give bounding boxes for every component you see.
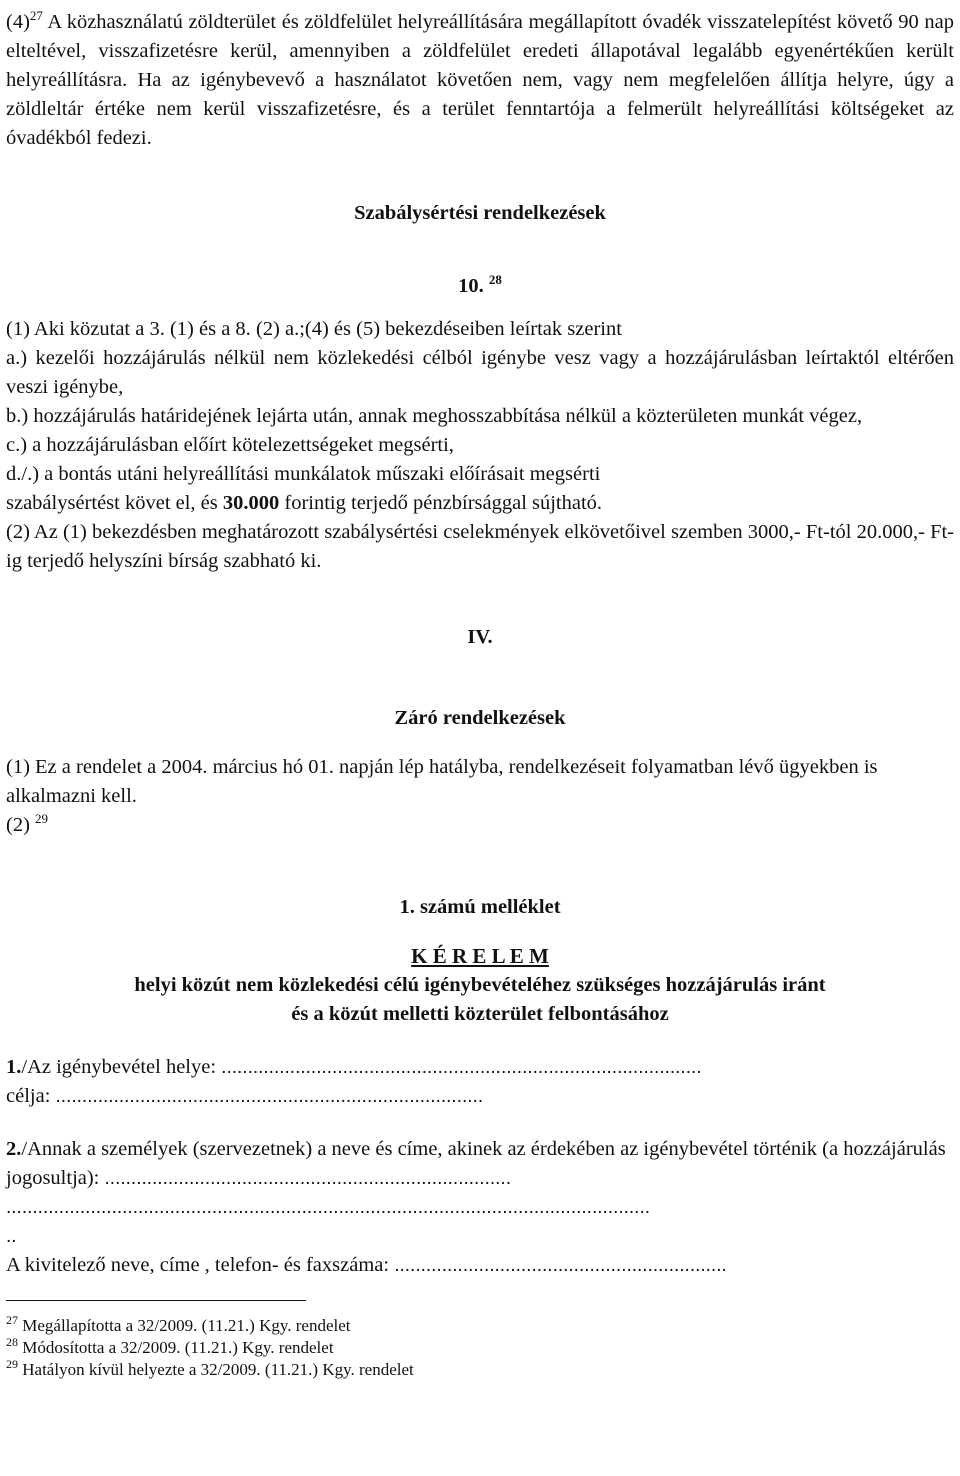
footnote-28 <box>6 1337 954 1359</box>
annex-title: 1. számú melléklet <box>399 896 561 918</box>
field-label: célja: <box>6 1085 56 1107</box>
form-title-text: K É R E L E M <box>411 944 549 968</box>
field-label: /Az igénybevétel helye: <box>21 1056 222 1078</box>
form-field-blank-line[interactable]: .......................................................................................................................... <box>6 1197 651 1218</box>
form-field-beneficiary <box>6 1135 954 1193</box>
field-number: 1. <box>6 1056 22 1078</box>
part4-paragraph-1: (1) Ez a rendelet a 2004. március hó 01. napján lép hatályba, rendelkezéseit folyamatban lévő ügyekben is alkalmazni kell. <box>6 756 878 807</box>
footnote-29 <box>6 1359 954 1381</box>
paragraph-label: (4) <box>6 11 30 33</box>
footnote-text: Hatályon kívül helyezte a 32/2009. (11.21.) Kgy. rendelet <box>22 1360 414 1379</box>
field-label: A kivitelező neve, címe , telefon- és faxszáma: <box>6 1254 395 1276</box>
part-title: Záró rendelkezések <box>394 707 566 729</box>
penalty-text: szabálysértést követ el, és <box>6 492 223 514</box>
form-field-purpose <box>6 1082 954 1111</box>
paragraph-text: A közhasználatú zöldterület és zöldfelület helyreállítására megállapított óvadék visszatelepítést követő 90 nap elteltével, visszafizetésre kerül, amennyiben a zöldfelület eredeti állapotával legalább egyenértékűen került helyreállításra. <box>6 11 955 91</box>
footnote-text: Módosította a 32/2009. (11.21.) Kgy. rendelet <box>22 1338 334 1357</box>
form-title <box>6 942 954 971</box>
sec10-item-a: a.) kezelői hozzájárulás nélkül nem közlekedési célból igénybe vesz vagy a hozzájárulásban leírtaktól eltérően veszi igénybe, <box>6 347 954 398</box>
footnote-number: 27 <box>6 1313 18 1327</box>
form-field-blank-line[interactable]: .. <box>6 1226 17 1247</box>
form-field-contractor <box>6 1251 954 1280</box>
paragraph-label: (2) <box>6 814 30 836</box>
paragraph-4 <box>6 0 954 153</box>
footnote-number: 28 <box>6 1335 18 1349</box>
form-field-location <box>6 1053 954 1082</box>
sec10-item-d: d./.) a bontás utáni helyreállítási munkálatok műszaki előírásait megsérti <box>6 463 601 485</box>
paragraph-text: Ha az igénybevevő a használatot követően nem, vagy nem megfelelően állítja helyre, úgy a zöldleltár értéke nem kerül visszafizetésre, és a terület fenntartója a felmerült helyreállítási költségeket az óvadékból fedezi. <box>6 69 954 149</box>
sec10-p1-text: (1) és a 8. <box>169 318 251 340</box>
form-subtitle-1: helyi közút nem közlekedési célú igénybevételéhez szükséges hozzájárulás iránt <box>134 974 826 996</box>
sec10-penalty <box>6 489 954 518</box>
footnote-divider <box>6 1300 306 1301</box>
part-numeral: IV. <box>467 626 493 648</box>
footnote-text: Megállapította a 32/2009. (11.21.) Kgy. rendelet <box>22 1316 351 1335</box>
penalty-text: forintig terjedő pénzbírsággal sújtható. <box>279 492 603 514</box>
field-number: 2. <box>6 1138 22 1160</box>
footnote-ref-27[interactable]: 27 <box>29 8 43 23</box>
field-blank[interactable]: ........................................................................................... <box>221 1057 702 1078</box>
penalty-amount: 30.000 <box>222 492 280 514</box>
section-number <box>6 272 954 301</box>
form-subtitle-2: és a közút melletti közterület felbontásához <box>291 1003 669 1025</box>
footnote-number: 29 <box>6 1357 18 1371</box>
part4-paragraph-2 <box>6 811 954 840</box>
section-title: Szabálysértési rendelkezések <box>354 202 606 224</box>
footnote-27 <box>6 1315 954 1337</box>
field-label: /Annak a személyek (szervezetnek) a neve és címe, akinek az érdekében az igénybevétel történik (a hozzájárulás jogosultja): <box>6 1138 946 1189</box>
field-blank[interactable]: ................................................................................. <box>55 1086 484 1107</box>
footnotes <box>6 1315 954 1381</box>
sec10-paragraph-2: (2) Az (1) bekezdésben meghatározott szabálysértési cselekmények elkövetőivel szemben 3000,- Ft-tól 20.000,- Ft-ig terjedő helyszíni bírság szabható ki. <box>6 521 954 572</box>
field-blank[interactable]: ............................................................................. <box>104 1168 511 1189</box>
sec10-paragraph-1 <box>6 315 954 344</box>
sec10-item-c: c.) a hozzájárulásban előírt kötelezettségeket megsérti, <box>6 434 454 456</box>
field-blank[interactable]: ............................................................... <box>394 1255 727 1276</box>
section-number-text: 10. <box>458 275 484 297</box>
footnote-ref-28[interactable]: 28 <box>488 272 502 287</box>
sec10-p1-text: (2) a.;(4) és (5) bekezdéseiben leírtak szerint <box>255 318 622 340</box>
sec10-item-b: b.) hozzájárulás határidejének lejárta után, annak meghosszabbítása nélkül a közterületen munkát végez, <box>6 405 863 427</box>
sec10-p1-text: (1) Aki közutat a 3. <box>6 318 165 340</box>
footnote-ref-29[interactable]: 29 <box>35 811 49 826</box>
